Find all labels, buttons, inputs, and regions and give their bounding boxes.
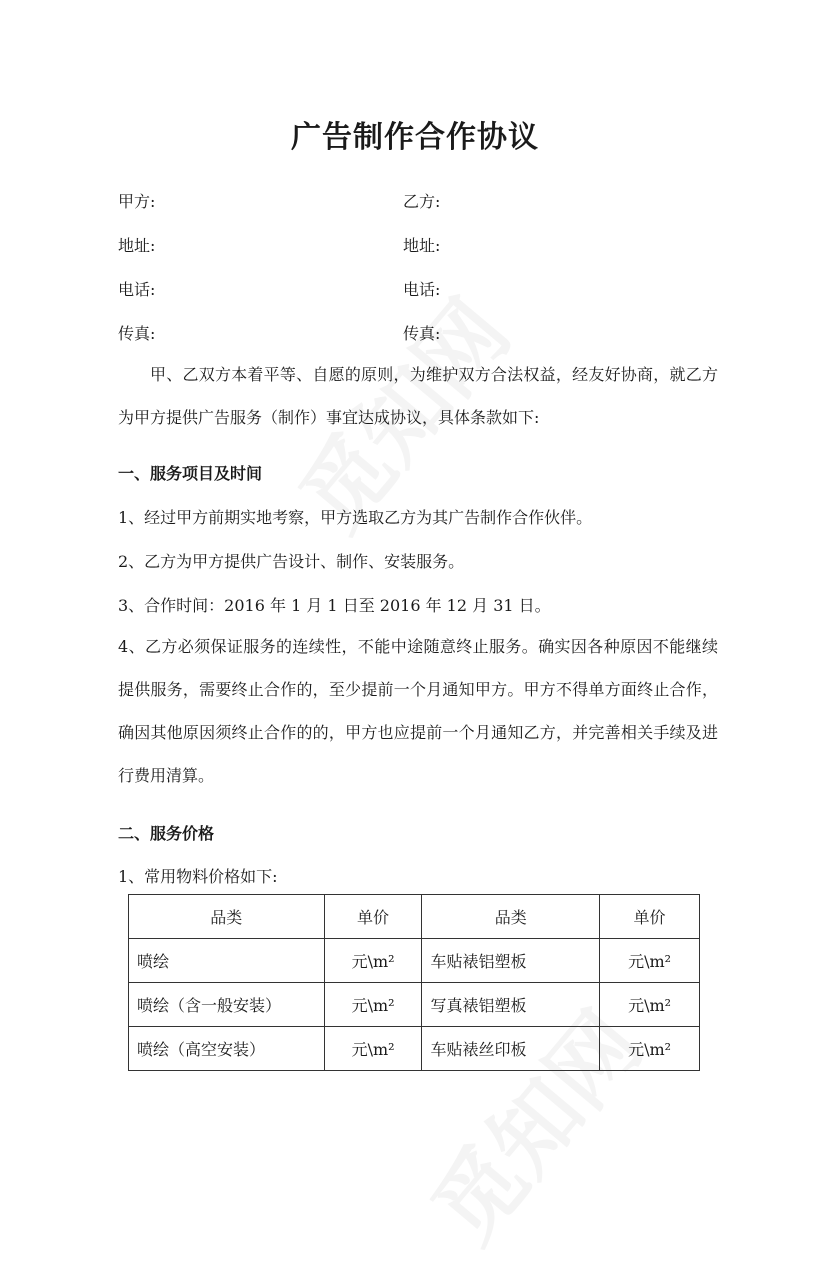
table-row: [129, 983, 700, 1027]
table-cell: 元\m²: [600, 983, 700, 1027]
column-header: 品类: [129, 895, 325, 939]
party-a-phone: 电话:: [118, 280, 156, 299]
table-cell: 喷绘（高空安装）: [129, 1027, 325, 1071]
table-row: [129, 1027, 700, 1071]
clause-item: 4、乙方必须保证服务的连续性，不能中途随意终止服务。确实因各种原因不能继续提供服务，需要终止合作的，至少提前一个月通知甲方。甲方不得单方面终止合作，确因其他原因须终止合作的的，甲方也应提前一个月通知乙方，并完善相关手续及进行费用清算。: [118, 637, 718, 785]
party-b-phone: 电话:: [403, 280, 441, 299]
table-cell: 喷绘（含一般安装）: [129, 983, 325, 1027]
party-b-address: 地址:: [403, 236, 441, 255]
column-header: 单价: [324, 895, 422, 939]
table-cell: 元\m²: [600, 939, 700, 983]
party-a-address: 地址:: [118, 236, 156, 255]
column-header: 单价: [600, 895, 700, 939]
party-b-fax: 传真:: [403, 324, 441, 343]
party-b-name: 乙方:: [403, 192, 441, 211]
party-a-name: 甲方:: [118, 192, 156, 211]
table-header-row: [129, 895, 700, 939]
document-title: 广告制作合作协议: [291, 120, 539, 155]
price-list-intro: 1、常用物料价格如下:: [118, 867, 278, 886]
clause-item: 1、经过甲方前期实地考察，甲方选取乙方为其广告制作合作伙伴。: [118, 508, 593, 527]
table-cell: 写真裱铝塑板: [422, 983, 600, 1027]
table-cell: 元\m²: [324, 939, 422, 983]
table-cell: 喷绘: [129, 939, 325, 983]
table-cell: 车贴裱丝印板: [422, 1027, 600, 1071]
section-heading: 一、服务项目及时间: [118, 464, 263, 483]
clause-item: 2、乙方为甲方提供广告设计、制作、安装服务。: [118, 552, 465, 571]
clause-item: 3、合作时间：2016 年 1 月 1 日至 2016 年 12 月 31 日。: [118, 596, 551, 615]
price-table: [128, 894, 700, 1071]
table-cell: 车贴裱铝塑板: [422, 939, 600, 983]
party-a-fax: 传真:: [118, 324, 156, 343]
table-cell: 元\m²: [600, 1027, 700, 1071]
section-heading: 二、服务价格: [118, 824, 215, 843]
table-row: [129, 939, 700, 983]
table-cell: 元\m²: [324, 1027, 422, 1071]
table-cell: 元\m²: [324, 983, 422, 1027]
column-header: 品类: [422, 895, 600, 939]
intro-paragraph: 甲、乙双方本着平等、自愿的原则，为维护双方合法权益，经友好协商，就乙方为甲方提供广告服务（制作）事宜达成协议，具体条款如下:: [118, 365, 718, 427]
